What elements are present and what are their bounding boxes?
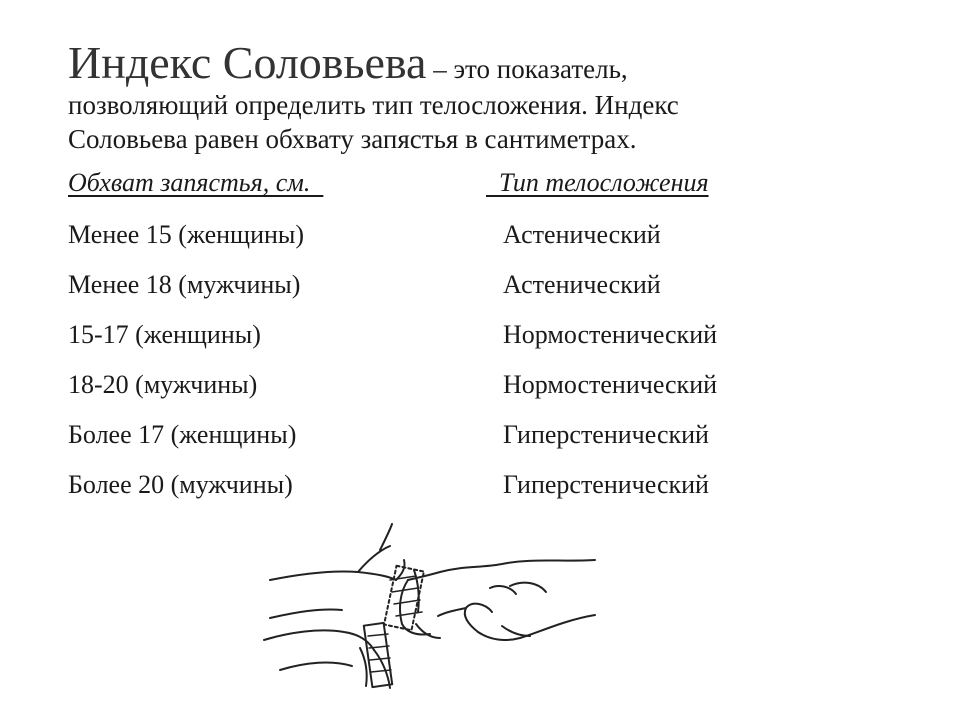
wrist-girth-cell: Более 17 (женщины) [68, 420, 297, 449]
header-wrist-girth: Обхват запястья, см. [68, 168, 324, 197]
wrist-girth-cell: Менее 18 (мужчины) [68, 270, 301, 299]
body-type-cell: Нормостенический [503, 320, 718, 349]
body-type-cell: Гиперстенический [503, 470, 709, 499]
wrist-girth-cell: Более 20 (мужчины) [68, 470, 293, 499]
wrist-girth-cell: 15-17 (женщины) [68, 320, 261, 349]
intro-text-2: позволяющий определить тип телосложения. Индекс [68, 90, 679, 120]
intro-text-3: Соловьева равен обхвату запястья в сантиметрах. [68, 124, 637, 154]
wrist-girth-cell: Менее 15 (женщины) [68, 220, 305, 249]
table-row [0, 470, 960, 510]
body-type-cell: Астенический [503, 220, 661, 249]
header-body-type: Тип телосложения [486, 168, 709, 197]
body-type-cell: Гиперстенический [503, 420, 709, 449]
body-type-cell: Астенический [503, 270, 661, 299]
wrist-girth-cell: 18-20 (мужчины) [68, 370, 258, 399]
body-type-cell: Нормостенический [503, 370, 718, 399]
intro-paragraph [68, 34, 888, 156]
intro-text-1: – это показатель, [426, 54, 628, 84]
hands-measuring-wrist-icon [240, 520, 600, 710]
table-row [0, 320, 960, 360]
table-row [0, 370, 960, 410]
page-title: Индекс Соловьева [68, 37, 427, 88]
table-row [0, 270, 960, 310]
table-row [0, 420, 960, 460]
table-row [0, 220, 960, 260]
